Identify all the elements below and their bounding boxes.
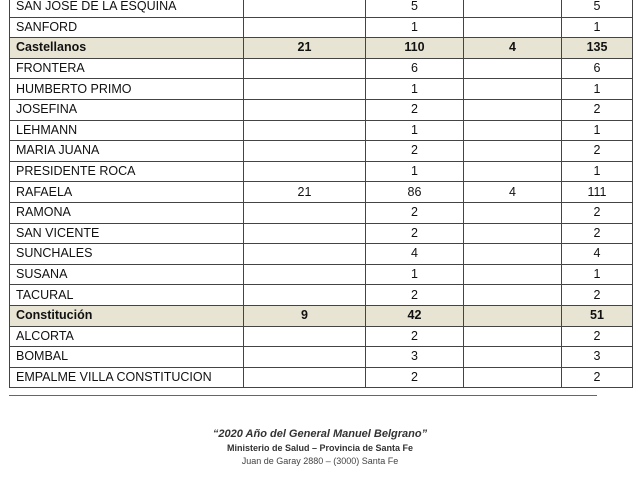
value-cell-2: 1 <box>366 161 464 182</box>
name-cell: MARIA JUANA <box>10 141 244 162</box>
table-body <box>10 0 633 388</box>
value-cell-1 <box>244 161 366 182</box>
value-cell-3: 4 <box>464 182 562 203</box>
value-cell-2: 1 <box>366 264 464 285</box>
name-cell: SANFORD <box>10 17 244 38</box>
table-row <box>10 367 633 388</box>
value-cell-1 <box>244 285 366 306</box>
value-cell-3 <box>464 285 562 306</box>
value-cell-3 <box>464 202 562 223</box>
value-cell-1 <box>244 367 366 388</box>
department-row <box>10 38 633 59</box>
name-cell: FRONTERA <box>10 58 244 79</box>
name-cell: SAN JOSE DE LA ESQUINA <box>10 0 244 17</box>
value-cell-2: 1 <box>366 17 464 38</box>
table-row <box>10 141 633 162</box>
value-cell-2: 2 <box>366 326 464 347</box>
name-cell: SAN VICENTE <box>10 223 244 244</box>
total-cell: 2 <box>562 326 633 347</box>
value-cell-1 <box>244 326 366 347</box>
value-cell-1 <box>244 347 366 368</box>
value-cell-3 <box>464 58 562 79</box>
value-cell-2: 2 <box>366 285 464 306</box>
table-row <box>10 285 633 306</box>
value-cell-1 <box>244 141 366 162</box>
value-cell-1 <box>244 223 366 244</box>
total-cell: 1 <box>562 120 633 141</box>
value-cell-2: 110 <box>366 38 464 59</box>
total-cell: 51 <box>562 305 633 326</box>
footer-ministry: Ministerio de Salud – Provincia de Santa Fe <box>226 443 414 453</box>
value-cell-1 <box>244 244 366 265</box>
value-cell-1 <box>244 202 366 223</box>
name-cell: ALCORTA <box>10 326 244 347</box>
value-cell-3 <box>464 0 562 17</box>
total-cell: 2 <box>562 367 633 388</box>
department-row <box>10 305 633 326</box>
name-cell: RAFAELA <box>10 182 244 203</box>
value-cell-2: 2 <box>366 367 464 388</box>
value-cell-1 <box>244 79 366 100</box>
name-cell: Constitución <box>10 305 244 326</box>
name-cell: BOMBAL <box>10 347 244 368</box>
total-cell: 3 <box>562 347 633 368</box>
total-cell: 2 <box>562 285 633 306</box>
value-cell-3 <box>464 141 562 162</box>
total-cell: 1 <box>562 161 633 182</box>
table-row <box>10 0 633 17</box>
name-cell: RAMONA <box>10 202 244 223</box>
table-row <box>10 58 633 79</box>
total-cell: 2 <box>562 99 633 120</box>
total-cell: 4 <box>562 244 633 265</box>
value-cell-2: 3 <box>366 347 464 368</box>
value-cell-1 <box>244 58 366 79</box>
table-row <box>10 347 633 368</box>
table-row <box>10 326 633 347</box>
value-cell-1: 9 <box>244 305 366 326</box>
name-cell: Castellanos <box>10 38 244 59</box>
name-cell: JOSEFINA <box>10 99 244 120</box>
total-cell: 6 <box>562 58 633 79</box>
value-cell-2: 2 <box>366 141 464 162</box>
value-cell-3 <box>464 264 562 285</box>
value-cell-2: 2 <box>366 99 464 120</box>
footer-address: Juan de Garay 2880 – (3000) Santa Fe <box>241 456 399 466</box>
value-cell-3 <box>464 120 562 141</box>
table-row <box>10 182 633 203</box>
name-cell: SUNCHALES <box>10 244 244 265</box>
value-cell-2: 6 <box>366 58 464 79</box>
total-cell: 5 <box>562 0 633 17</box>
value-cell-3 <box>464 244 562 265</box>
total-cell: 135 <box>562 38 633 59</box>
value-cell-1: 21 <box>244 182 366 203</box>
total-cell: 1 <box>562 17 633 38</box>
value-cell-3 <box>464 79 562 100</box>
value-cell-2: 42 <box>366 305 464 326</box>
total-cell: 1 <box>562 264 633 285</box>
table-row <box>10 202 633 223</box>
value-cell-2: 2 <box>366 202 464 223</box>
value-cell-3 <box>464 161 562 182</box>
value-cell-1 <box>244 17 366 38</box>
name-cell: TACURAL <box>10 285 244 306</box>
value-cell-2: 86 <box>366 182 464 203</box>
value-cell-1: 21 <box>244 38 366 59</box>
total-cell: 111 <box>562 182 633 203</box>
total-cell: 2 <box>562 223 633 244</box>
value-cell-3 <box>464 223 562 244</box>
value-cell-1 <box>244 99 366 120</box>
name-cell: SUSANA <box>10 264 244 285</box>
table-row <box>10 17 633 38</box>
total-cell: 2 <box>562 141 633 162</box>
value-cell-3 <box>464 305 562 326</box>
value-cell-2: 4 <box>366 244 464 265</box>
footer-slogan: “2020 Año del General Manuel Belgrano” <box>212 428 428 440</box>
value-cell-3: 4 <box>464 38 562 59</box>
table-row <box>10 161 633 182</box>
value-cell-2: 5 <box>366 0 464 17</box>
value-cell-3 <box>464 347 562 368</box>
value-cell-1 <box>244 120 366 141</box>
value-cell-1 <box>244 0 366 17</box>
name-cell: EMPALME VILLA CONSTITUCION <box>10 367 244 388</box>
cases-table <box>9 0 633 388</box>
value-cell-3 <box>464 17 562 38</box>
value-cell-3 <box>464 367 562 388</box>
value-cell-3 <box>464 99 562 120</box>
table-row <box>10 120 633 141</box>
name-cell: LEHMANN <box>10 120 244 141</box>
table-row <box>10 99 633 120</box>
table-row <box>10 264 633 285</box>
value-cell-3 <box>464 326 562 347</box>
value-cell-1 <box>244 264 366 285</box>
total-cell: 1 <box>562 79 633 100</box>
name-cell: PRESIDENTE ROCA <box>10 161 244 182</box>
footer-divider <box>9 395 597 396</box>
value-cell-2: 1 <box>366 79 464 100</box>
value-cell-2: 1 <box>366 120 464 141</box>
table-row <box>10 223 633 244</box>
total-cell: 2 <box>562 202 633 223</box>
name-cell: HUMBERTO PRIMO <box>10 79 244 100</box>
table-row <box>10 244 633 265</box>
value-cell-2: 2 <box>366 223 464 244</box>
table-row <box>10 79 633 100</box>
